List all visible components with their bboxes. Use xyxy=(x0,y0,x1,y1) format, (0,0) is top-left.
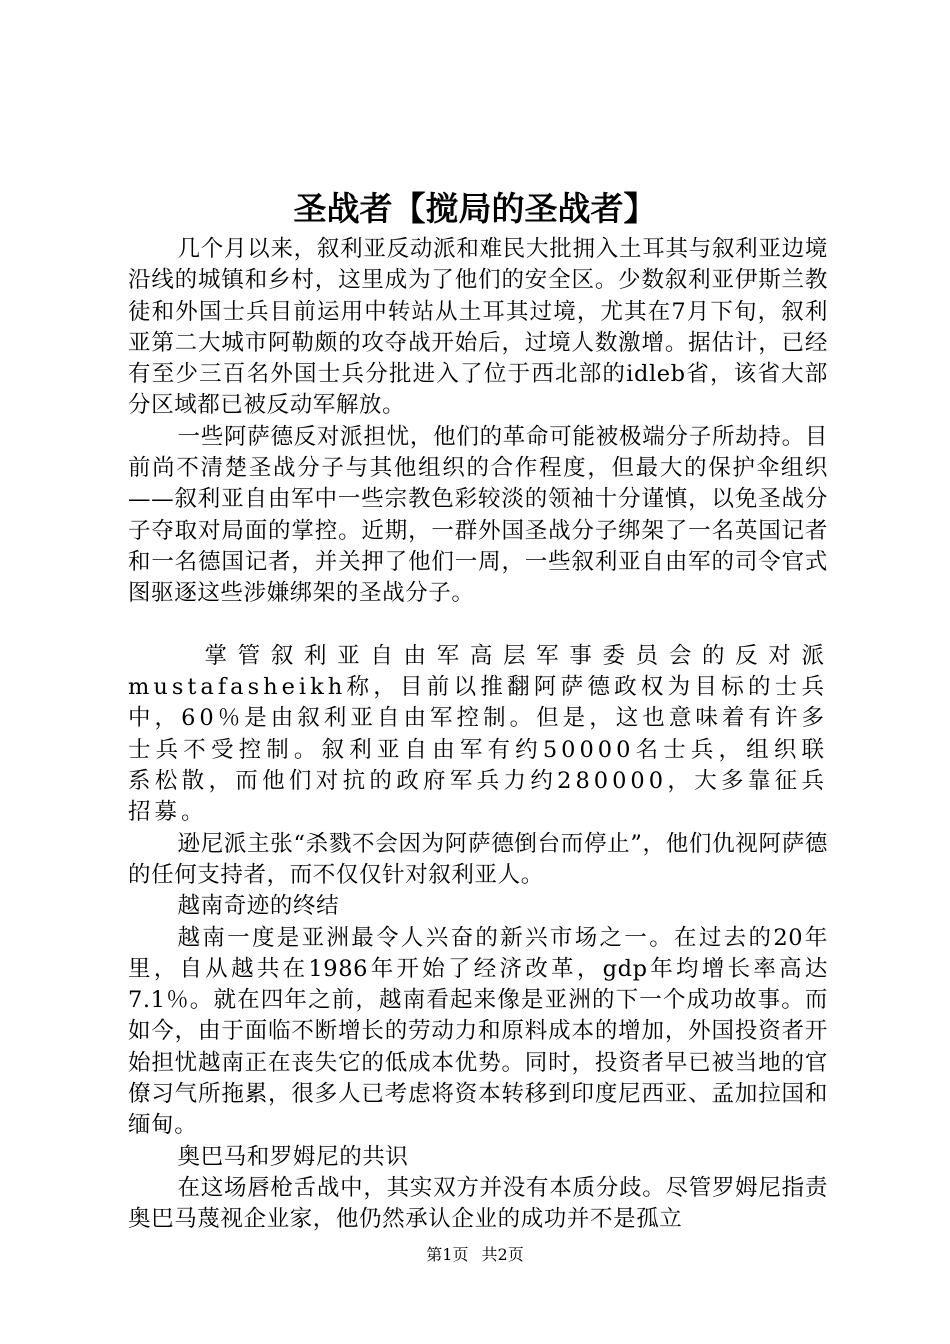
paragraph-gap xyxy=(128,610,828,641)
document-title: 圣战者【搅局的圣战者】 xyxy=(293,189,657,228)
document-body xyxy=(128,234,828,1236)
section-heading-obama-romney: 奥巴马和罗姆尼的共识 xyxy=(177,1143,409,1170)
section-heading-vietnam: 越南奇迹的终结 xyxy=(177,893,340,920)
page-number: 第1页 xyxy=(426,1245,469,1264)
paragraph-2: 一些阿萨德反对派担忧，他们的革命可能被极端分子所劫持。目前尚不清楚圣战分子与其他组织的合作程度，但最大的保护伞组织——叙利亚自由军中一些宗教色彩较淡的领袖十分谨慎，以免圣战分子夺取对局面的掌控。近期，一群外国圣战分子绑架了一名英国记者和一名德国记者，并关押了他们一周，一些叙利亚自由军的司令官式图驱逐这些涉嫌绑架的圣战分子。 xyxy=(128,423,828,607)
paragraph-5: 越南一度是亚洲最令人兴奋的新兴市场之一。在过去的20年里，自从越共在1986年开始了经济改革，gdp年均增长率高达7.1％。就在四年之前，越南看起来像是亚洲的下一个成功故事。而如今，由于面临不断增长的劳动力和原料成本的增加，外国投资者开始担忧越南正在丧失它的低成本优势。同时，投资者早已被当地的官僚习气所拖累，很多人已考虑将资本转移到印度尼西亚、孟加拉国和缅甸。 xyxy=(128,924,828,1139)
paragraph-1: 几个月以来，叙利亚反动派和难民大批拥入土耳其与叙利亚边境沿线的城镇和乡村，这里成为了他们的安全区。少数叙利亚伊斯兰教徒和外国士兵目前运用中转站从土耳其过境，尤其在7月下旬，叙利亚第二大城市阿勒颇的攻夺战开始后，过境人数激增。据估计，已经有至少三百名外国士兵分批进入了位于西北部的idleb省，该省大部分区域都已被反动军解放。 xyxy=(128,236,828,419)
page-footer xyxy=(0,1245,950,1265)
paragraph-6: 在这场唇枪舌战中，其实双方并没有本质分歧。尽管罗姆尼指责奥巴马蔑视企业家，他仍然承认企业的成功并不是孤立 xyxy=(128,1174,828,1233)
paragraph-3: 掌管叙利亚自由军高层军事委员会的反对派mustafasheikh称，目前以推翻阿萨德政权为目标的士兵中，60％是由叙利亚自由军控制。但是，这也意味着有许多士兵不受控制。叙利亚自由军有约50000名士兵，组织联系松散，而他们对抗的政府军兵力约280000，大多靠征兵招募。 xyxy=(128,642,828,826)
paragraph-4: 逊尼派主张“杀戮不会因为阿萨德倒台而停止”，他们仇视阿萨德的任何支持者，而不仅仅针对叙利亚人。 xyxy=(128,830,828,888)
page-total: 共2页 xyxy=(481,1245,524,1264)
